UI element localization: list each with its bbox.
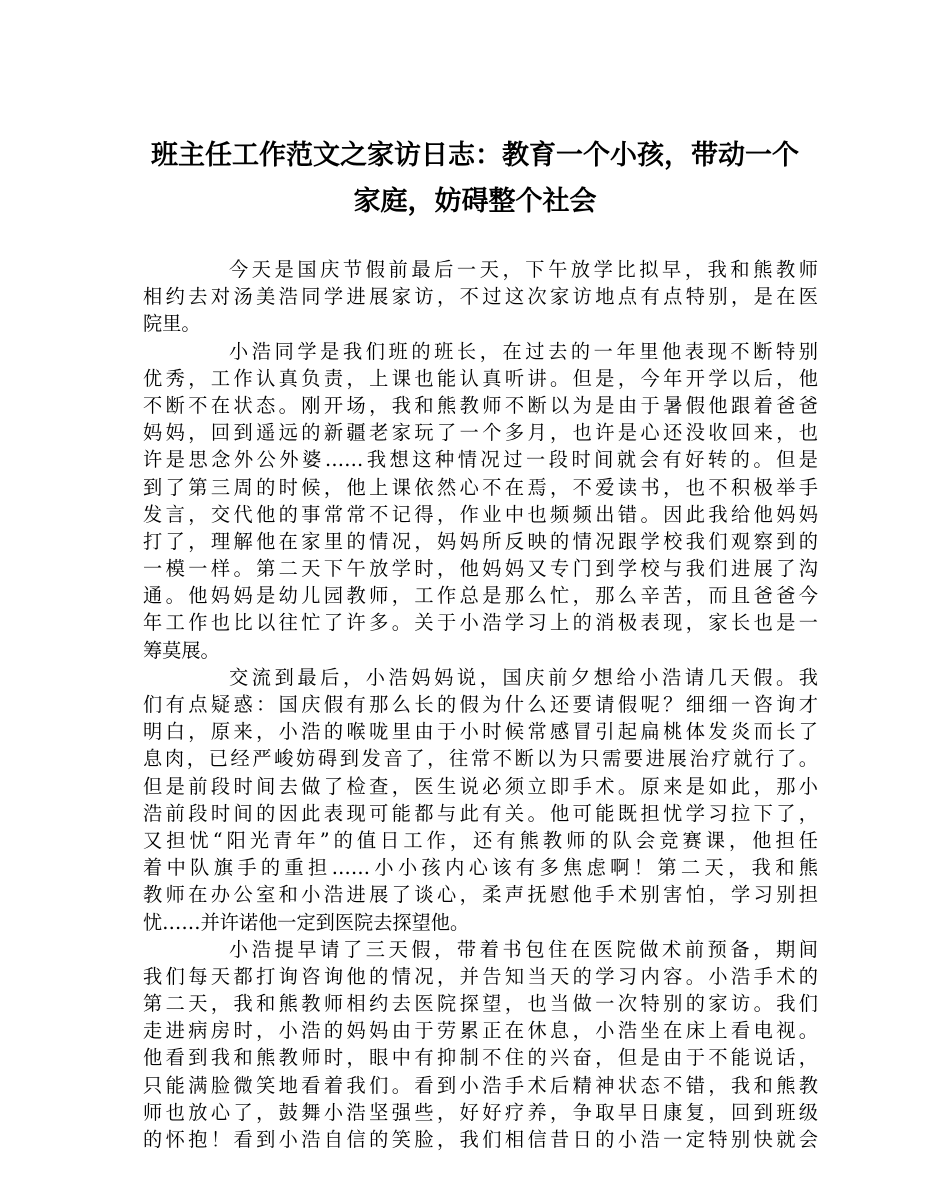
body-line: 我们每天都打询咨询他的情况，并告知当天的学习内容。小浩手术的 (143, 964, 818, 988)
body-line: 教师在办公室和小浩进展了谈心，柔声抚慰他手术别害怕，学习别担 (143, 883, 818, 907)
body-line: 明白，原来，小浩的喉咙里由于小时候常感冒引起扁桃体发炎而长了 (143, 720, 818, 744)
body-line: 今天是国庆节假前最后一天，下午放学比拟早，我和熊教师 (229, 258, 818, 281)
body-line: 但是前段时间去做了检查，医生说必须立即手术。原来是如此，那小 (143, 774, 818, 798)
body-line: 小浩提早请了三天假，带着书包住在医院做术前预备，期间 (229, 937, 818, 961)
body-line: 浩前段时间的因此表现可能都与此有关。他可能既担忧学习拉下了， (143, 801, 818, 825)
body-line: 着中队旗手的重担……小小孩内心该有多焦虑啊！第二天，我和熊 (143, 856, 818, 880)
paragraph-4 (143, 936, 818, 1154)
body-line: 只能满脸微笑地看着我们。看到小浩手术后精神状态不错，我和熊教 (143, 1073, 818, 1097)
body-line: 到了第三周的时候，他上课依然心不在焉，不爱读书，也不积极举手 (143, 475, 818, 499)
body-line: 发言，交代他的事常常不记得，作业中也频频出错。因此我给他妈妈 (143, 502, 818, 526)
title-line-2: 家庭，妨碍整个社会 (353, 186, 597, 217)
body-line: 的怀抱！看到小浩自信的笑脸，我们相信昔日的小浩一定特别快就会 (143, 1128, 818, 1151)
body-line: 不断不在状态。刚开场，我和熊教师不断以为是由于暑假他跟着爸爸 (143, 393, 818, 417)
document-title (120, 133, 830, 225)
body-line: 小浩同学是我们班的班长，在过去的一年里他表现不断特别 (229, 339, 818, 363)
body-line: 忧……并许诺他一定到医院去探望他。 (143, 910, 470, 934)
paragraph-2 (143, 338, 818, 664)
body-line: 相约去对汤美浩同学进展家访，不过这次家访地点有点特别，是在医 (143, 285, 818, 309)
body-line: 他看到我和熊教师时，眼中有抑制不住的兴奋，但是由于不能说话， (143, 1046, 818, 1070)
body-line: 优秀，工作认真负责，上课也能认真听讲。但是，今年开学以后，他 (143, 366, 818, 390)
body-line: 许是思念外公外婆……我想这种情况过一段时间就会有好转的。但是 (143, 448, 818, 472)
title-line-1: 班主任工作范文之家访日志：教育一个小孩，带动一个 (151, 140, 799, 171)
body-line: 筹莫展。 (143, 638, 220, 662)
body-line: 们有点疑惑：国庆假有那么长的假为什么还要请假呢？细细一咨询才 (143, 693, 818, 716)
body-line: 又担忧“阳光青年”的值日工作，还有熊教师的队会竞赛课，他担任 (143, 828, 818, 852)
body-line: 年工作也比以往忙了许多。关于小浩学习上的消极表现，家长也是一 (143, 611, 818, 635)
body-line: 走进病房时，小浩的妈妈由于劳累正在休息，小浩坐在床上看电视。 (143, 1019, 818, 1043)
body-line: 师也放心了，鼓舞小浩坚强些，好好疗养，争取早日康复，回到班级 (143, 1100, 818, 1124)
body-line: 息肉，已经严峻妨碍到发音了，往常不断以为只需要进展治疗就行了。 (143, 747, 818, 771)
paragraph-1 (143, 256, 818, 338)
body-line: 一模一样。第二天下午放学时，他妈妈又专门到学校与我们进展了沟 (143, 557, 818, 581)
body-line: 第二天，我和熊教师相约去医院探望，也当做一次特别的家访。我们 (143, 992, 818, 1016)
body-line: 交流到最后，小浩妈妈说，国庆前夕想给小浩请几天假。我 (229, 665, 818, 689)
document-body (143, 256, 818, 1153)
body-line: 通。他妈妈是幼儿园教师，工作总是那么忙，那么辛苦，而且爸爸今 (143, 584, 818, 608)
body-line: 妈妈，回到遥远的新疆老家玩了一个多月，也许是心还没收回来，也 (143, 421, 818, 445)
paragraph-3 (143, 664, 818, 936)
body-line: 院里。 (143, 312, 201, 336)
body-line: 打了，理解他在家里的情况，妈妈所反映的情况跟学校我们观察到的 (143, 529, 818, 553)
